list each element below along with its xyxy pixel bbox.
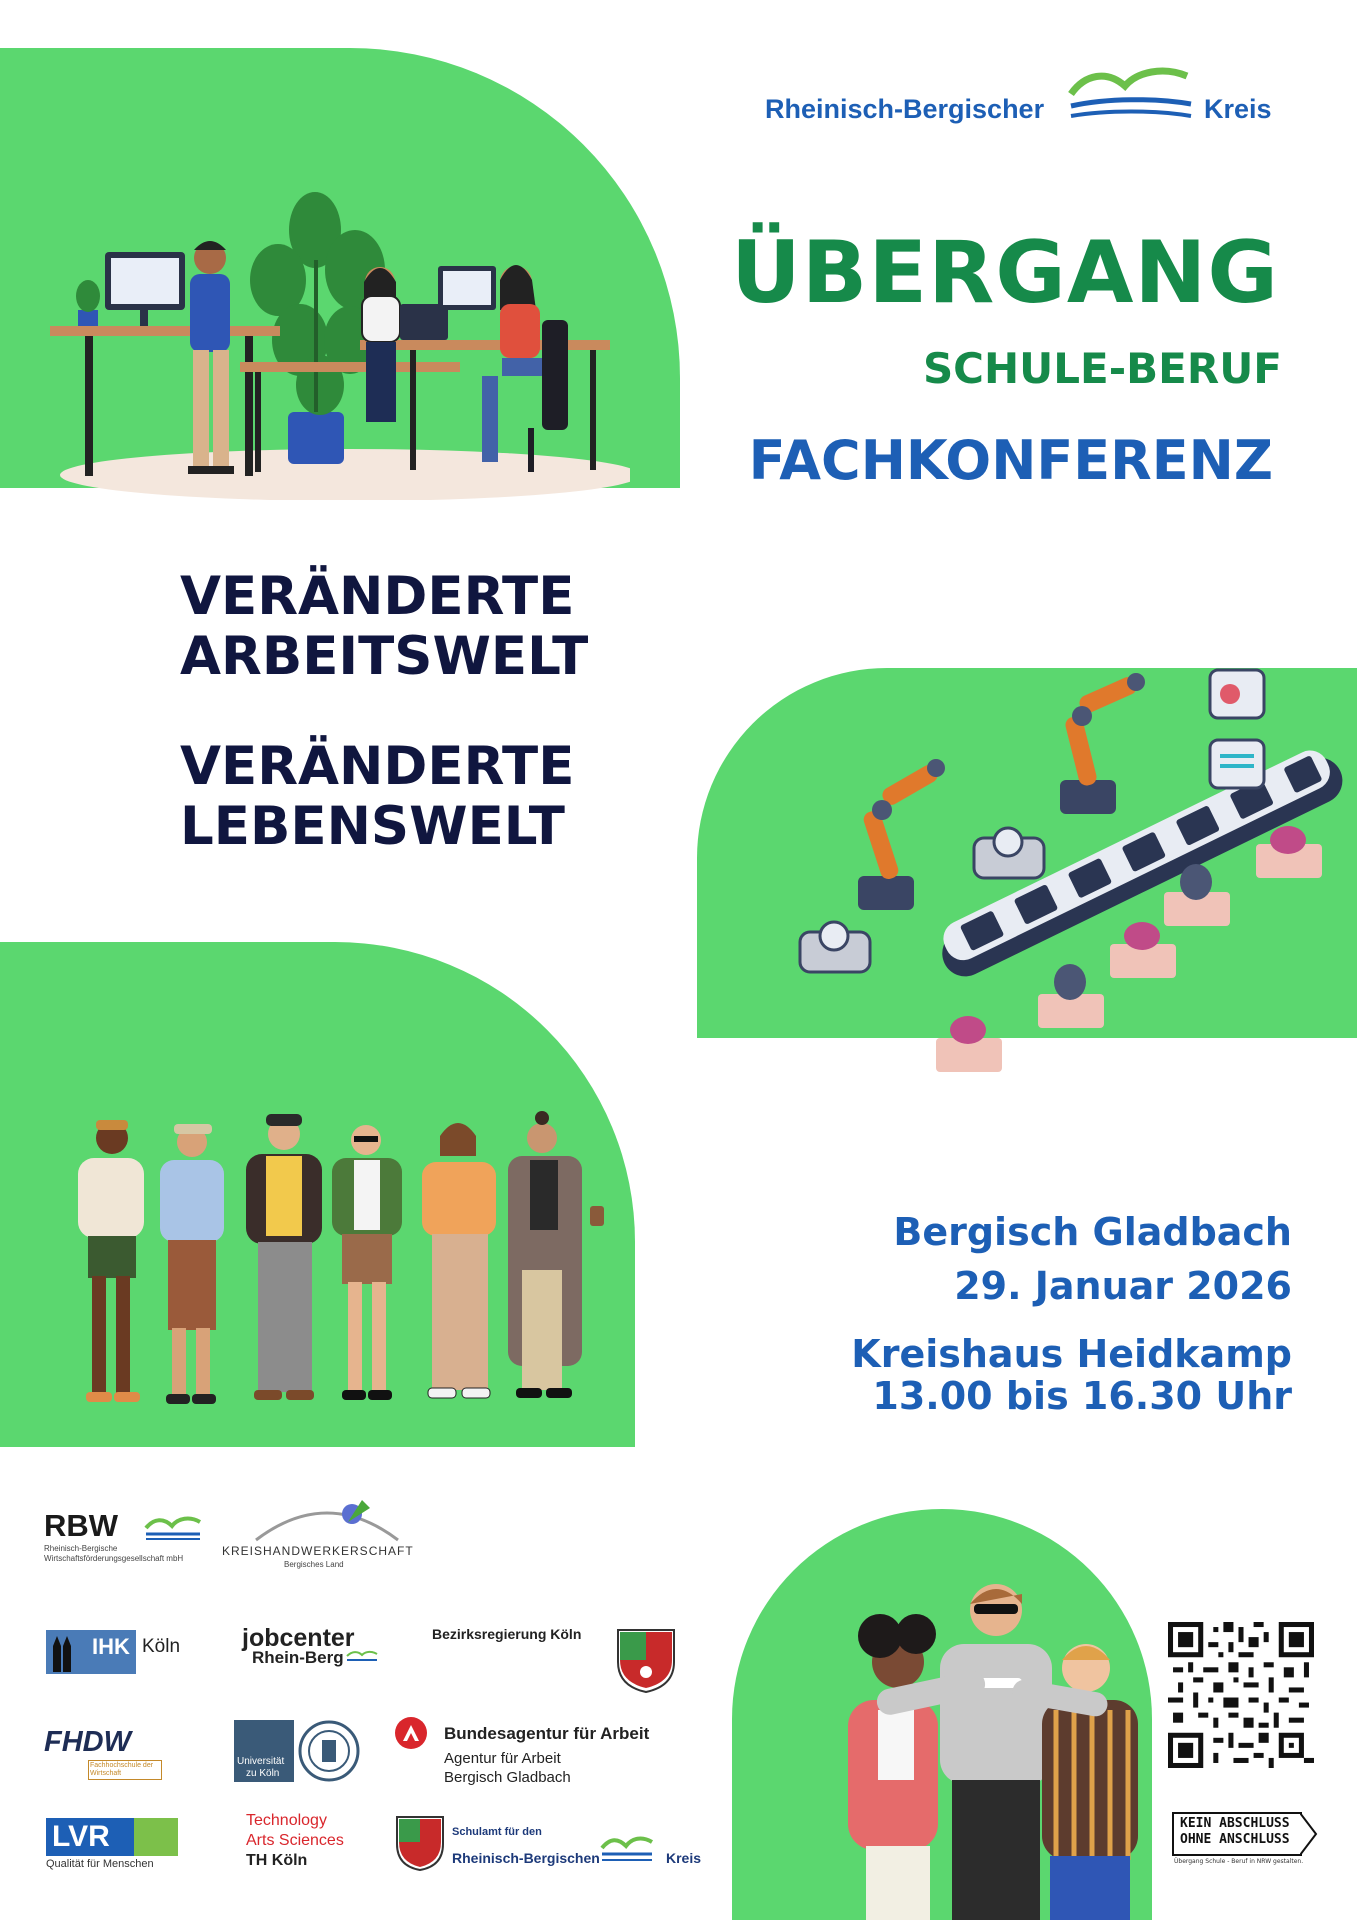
fhdw-sub: Fachhochschule der Wirtschaft — [88, 1760, 162, 1780]
headline-conference: FACHKONFERENZ — [748, 429, 1273, 492]
ba-logo-icon — [394, 1716, 428, 1750]
logo-fhdw — [44, 1726, 164, 1782]
ihk-cathedral-icon — [50, 1634, 74, 1672]
th-text-3: TH Köln — [246, 1852, 308, 1869]
ba-sub-2: Bergisch Gladbach — [444, 1769, 571, 1786]
uni-seal-icon — [298, 1720, 360, 1782]
rbw-sub-2: Wirtschaftsförderungsgesellschaft mbH — [44, 1554, 184, 1563]
event-venue: Kreishaus Heidkamp — [851, 1332, 1292, 1376]
khw-name: KREISHANDWERKERSCHAFT — [222, 1544, 414, 1558]
khw-arc-icon — [252, 1494, 402, 1544]
event-date: 29. Januar 2026 — [954, 1264, 1292, 1308]
rbw-wordmark: RBW — [44, 1508, 119, 1543]
ihk-text: IHK — [92, 1634, 130, 1659]
logo-th-koeln — [246, 1812, 376, 1876]
khw-sub: Bergisches Land — [284, 1560, 344, 1569]
logo-bezirksregierung: Bezirksregierung Köln — [432, 1626, 582, 1642]
rbw-sub-1: Rheinisch-Bergische — [44, 1544, 118, 1553]
lvr-text: LVR — [52, 1820, 110, 1853]
logo-lvr — [46, 1818, 196, 1870]
theme-2-line-1: VERÄNDERTE — [180, 736, 575, 797]
ba-title: Bundesagentur für Arbeit — [444, 1724, 650, 1743]
logo-rbw — [44, 1508, 214, 1568]
th-text-1: Technology — [246, 1812, 327, 1829]
headline-main: ÜBERGANG — [730, 223, 1279, 323]
theme-1-line-2: ARBEITSWELT — [180, 626, 589, 687]
th-text-2: Arts Sciences — [246, 1832, 344, 1849]
schulamt-text-1: Schulamt für den — [452, 1826, 542, 1838]
logo-bundesagentur — [394, 1716, 694, 1788]
uni-text-1: Universität — [237, 1756, 285, 1767]
logo-kreishandwerkerschaft — [222, 1494, 432, 1574]
jobcenter-text: jobcenter — [242, 1624, 355, 1652]
badge-subtext: Übergang Schule - Beruf in NRW gestalten. — [1174, 1858, 1304, 1865]
fhdw-text: FHDW — [44, 1726, 131, 1758]
uni-text-2: zu Köln — [246, 1768, 280, 1779]
logo-schulamt — [394, 1814, 714, 1878]
logo-jobcenter — [242, 1624, 392, 1672]
schulamt-text-3: Kreis — [666, 1850, 702, 1866]
headline-sub: SCHULE-BERUF — [922, 344, 1282, 393]
badge-line-2: OHNE ANSCHLUSS — [1180, 1832, 1290, 1847]
event-time: 13.00 bis 16.30 Uhr — [872, 1374, 1292, 1418]
ba-sub-1: Agentur für Arbeit — [444, 1750, 561, 1767]
schulamt-text-2: Rheinisch-Bergischen — [452, 1850, 600, 1866]
event-city: Bergisch Gladbach — [893, 1210, 1292, 1254]
theme-2-line-2: LEBENSWELT — [180, 796, 565, 857]
jobcenter-sub: Rhein-Berg — [252, 1648, 344, 1667]
schulamt-crest-icon — [394, 1814, 446, 1872]
office-illustration — [30, 170, 630, 500]
badge-line-1: KEIN ABSCHLUSS — [1180, 1816, 1290, 1831]
jobcenter-wave-icon — [346, 1650, 378, 1664]
rbk-logo — [762, 60, 1282, 130]
robot-factory-illustration — [760, 660, 1350, 1090]
theme-1-line-1: VERÄNDERTE — [180, 566, 575, 627]
rbk-logo-wave-icon — [1067, 64, 1195, 128]
logo-uni-koeln — [234, 1720, 362, 1782]
ihk-city: Köln — [142, 1636, 181, 1657]
young-people-illustration — [60, 1110, 620, 1420]
nrw-crest-icon — [614, 1626, 678, 1694]
kein-abschluss-badge — [1172, 1812, 1318, 1872]
rbw-wave-icon — [144, 1514, 202, 1542]
rbk-logo-left-text: Rheinisch-Bergischer — [765, 94, 1045, 124]
lvr-sub: Qualität für Menschen — [46, 1858, 154, 1870]
friends-illustration — [836, 1570, 1156, 1920]
qr-code[interactable] — [1168, 1622, 1314, 1768]
schulamt-wave-icon — [600, 1836, 654, 1864]
rbk-logo-right-text: Kreis — [1204, 94, 1272, 124]
logo-ihk-koeln — [46, 1630, 196, 1674]
